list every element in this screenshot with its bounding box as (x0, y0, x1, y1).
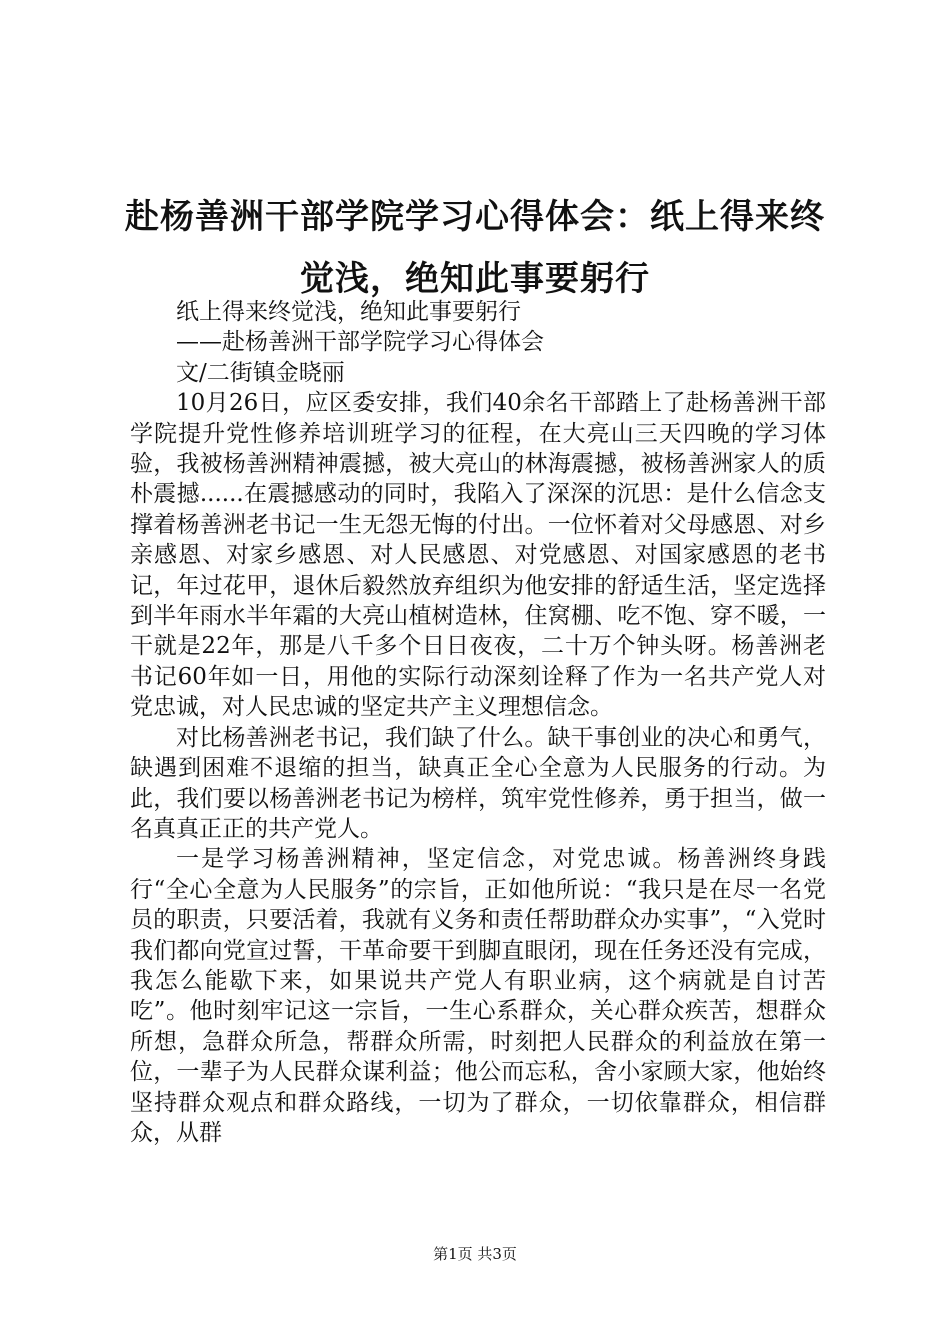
body-paragraph: 一是学习杨善洲精神，坚定信念，对党忠诚。杨善洲终身践行“全心全意为人民服务”的宗旨，正如他所说：“我只是在尽一名党员的职责，只要活着，我就有义务和责任帮助群众办实事”，“入党时我们都向党宣过誓，干革命要干到脚直眼闭，现在任务还没有完成，我怎么能歇下来，如果说共产党人有职业病，这个病就是自讨苦吃”。他时刻牢记这一宗旨，一生心系群众，关心群众疾苦，想群众所想，急群众所急，帮群众所需，时刻把人民群众的利益放在第一位，一辈子为人民群众谋利益；他公而忘私，舍小家顾大家，他始终坚持群众观点和群众路线，一切为了群众，一切依靠群众，相信群众，从群 (130, 846, 826, 1146)
title-line-1: 赴杨善洲干部学院学习心得体会：纸上得来终 (125, 197, 825, 237)
body-paragraph: 对比杨善洲老书记，我们缺了什么。缺干事创业的决心和勇气，缺遇到困难不退缩的担当，缺真正全心全意为人民服务的行动。为此，我们要以杨善洲老书记为榜样，筑牢党性修养，勇于担当，做一名真真正正的共产党人。 (130, 724, 826, 842)
subtitle-secondary: ——赴杨善洲干部学院学习心得体会 (176, 329, 544, 356)
document-title (118, 186, 832, 310)
author-line: 文/二街镇金晓丽 (176, 359, 345, 386)
page-number-footer: 第1页 共3页 (433, 1245, 517, 1263)
document-body (130, 297, 826, 1148)
title-line-2: 觉浅，绝知此事要躬行 (300, 259, 650, 299)
body-paragraph: 10月26日，应区委安排，我们40余名干部踏上了赴杨善洲干部学院提升党性修养培训班学习的征程，在大亮山三天四晚的学习体验，我被杨善洲精神震撼，被大亮山的林海震撼，被杨善洲家人的质朴震撼......在震撼感动的同时，我陷入了深深的沉思：是什么信念支撑着杨善洲老书记一生无怨无悔的付出。一位怀着对父母感恩、对乡亲感恩、对家乡感恩、对人民感恩、对党感恩、对国家感恩的老书记，年过花甲，退休后毅然放弃组织为他安排的舒适生活，坚定选择到半年雨水半年霜的大亮山植树造林，住窝棚、吃不饱、穿不暖，一干就是22年，那是八千多个日日夜夜，二十万个钟头呀。杨善洲老书记60年如一日，用他的实际行动深刻诠释了作为一名共产党人对党忠诚，对人民忠诚的坚定共产主义理想信念。 (130, 390, 826, 721)
subtitle-main: 纸上得来终觉浅，绝知此事要躬行 (176, 299, 521, 325)
